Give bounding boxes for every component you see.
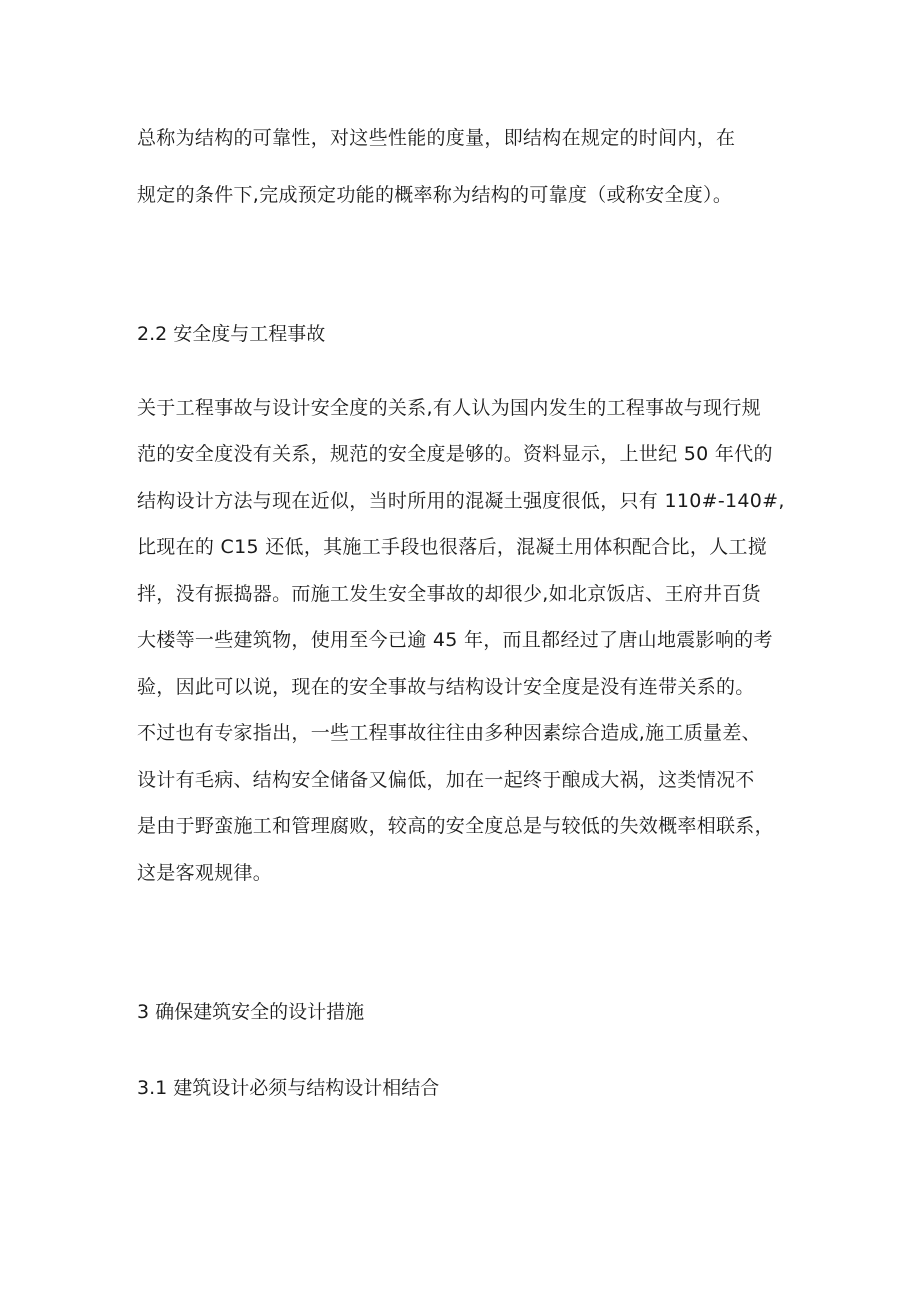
section-3-1-heading: 3.1 建筑设计必须与结构设计相结合 [137,1077,440,1099]
paragraph-line-11: 这是客观规律。 [137,862,273,884]
paragraph-line-8: 不过也有专家指出，一些工程事故往往由多种因素综合造成,施工质量差、 [137,722,761,744]
intro-line-1: 总称为结构的可靠性，对这些性能的度量，即结构在规定的时间内，在 [137,127,736,149]
paragraph-line-2: 范的安全度没有关系，规范的安全度是够的。资料显示，上世纪 50 年代的 [137,443,773,465]
paragraph-line-3: 结构设计方法与现在近似，当时所用的混凝土强度很低，只有 110#-140#, [137,490,785,512]
paragraph-line-7: 验，因此可以说，现在的安全事故与结构设计安全度是没有连带关系的。 [137,676,755,698]
paragraph-line-5: 拌，没有振捣器。而施工发生安全事故的却很少,如北京饭店、王府井百货 [137,583,761,605]
paragraph-line-1: 关于工程事故与设计安全度的关系,有人认为国内发生的工程事故与现行规 [137,397,761,419]
section-3-heading: 3 确保建筑安全的设计措施 [137,1001,365,1023]
paragraph-line-6: 大楼等一些建筑物，使用至今已逾 45 年，而且都经过了唐山地震影响的考 [137,629,773,651]
paragraph-line-9: 设计有毛病、结构安全储备又偏低，加在一起终于酿成大祸，这类情况不 [137,769,755,791]
section-2-2-heading: 2.2 安全度与工程事故 [137,323,326,345]
paragraph-line-4: 比现在的 C15 还低，其施工手段也很落后，混凝土用体积配合比，人工搅 [137,536,768,558]
paragraph-line-10: 是由于野蛮施工和管理腐败，较高的安全度总是与较低的失效概率相联系， [137,815,774,837]
intro-line-2: 规定的条件下,完成预定功能的概率称为结构的可靠度（或称安全度）。 [137,184,733,206]
